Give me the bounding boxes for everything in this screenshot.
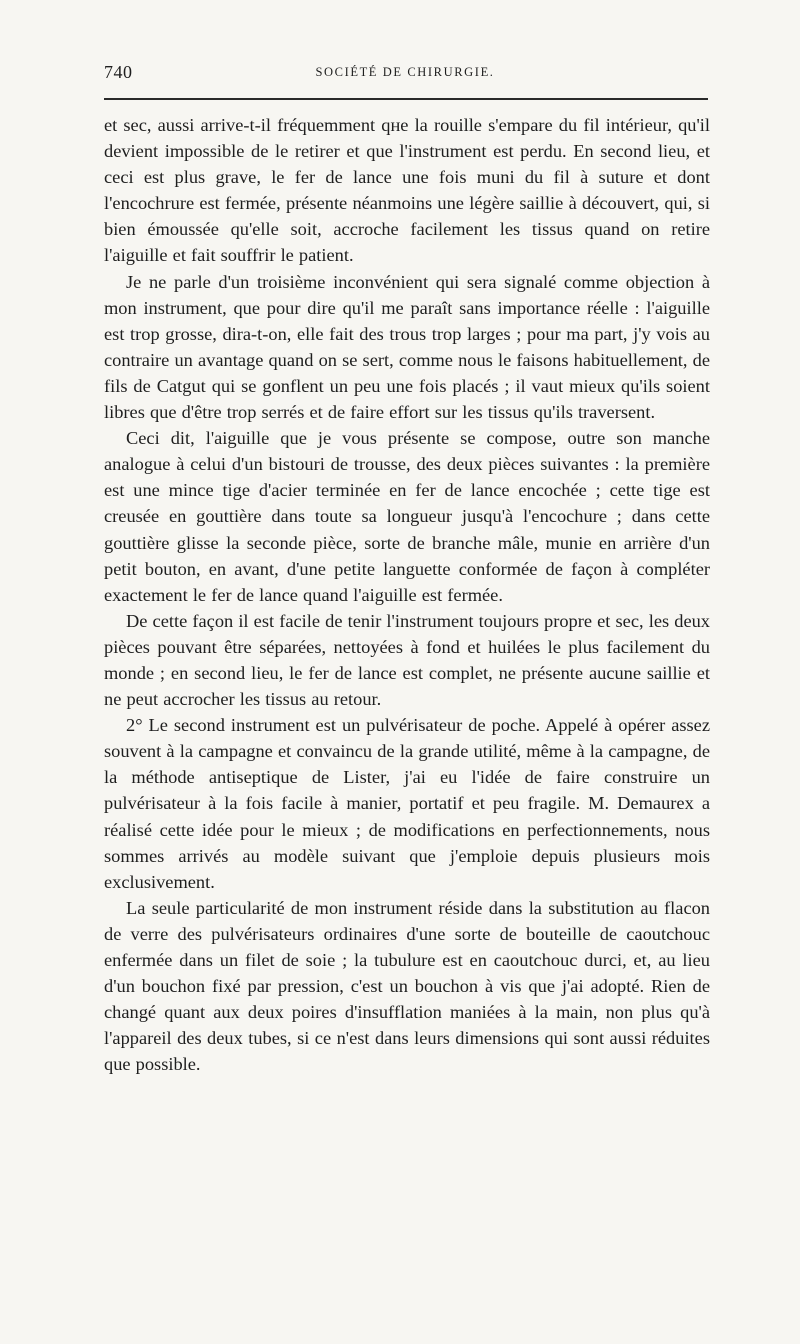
page-number: 740	[104, 62, 133, 82]
paragraph-continuation: et sec, aussi arrive-t-il fréquemment qне la rouille s'empare du fil intérieur, qu'il devient impossible de le retirer et que l'instrument est perdu. En second lieu, et ceci est plus grave, le fer de lance une fois muni du fil à suture et dont l'encochrure est fermée, présente néanmoins une légère saillie à découvert, qui, si bien émoussée qu'elle soit, accroche facilement les tissus quand on retire l'aiguille et fait souffrir le patient.	[104, 115, 710, 266]
paragraph-third-inconvenience: Je ne parle d'un troisième inconvénient qui sera signalé comme objection à mon instrument, que pour dire qu'il me paraît sans importance réelle : l'aiguille est trop grosse, dira-t-on, elle fait des trous trop larges ; pour ma part, j'y vois au contraire un avantage quand on se sert, comme nous le faisons habituellement, de fils de Catgut qui se gonflent un peu une fois placés ; il vaut mieux qu'ils soient libres que d'être trop serrés et de faire effort sur les tissus qu'ils traversent.	[104, 271, 710, 423]
paragraph-particularity: La seule particularité de mon instrument réside dans la substitution au flacon de verre des pulvérisateurs ordinaires d'une sorte de bouteille de caoutchouc enfermée dans un filet de soie ; la tubulure est en caoutchouc durci, et, au lieu d'un bouchon fixé par pression, c'est un bouchon à vis que j'ai adopté. Rien de changé quant aux deux poires d'insufflation maniées à la main, non plus qu'à l'appareil des deux tubes, si ce n'est dans leurs dimensions qui sont aussi réduites que possible.	[104, 897, 710, 1075]
paragraph-needle-description: Ceci dit, l'aiguille que je vous présente se compose, outre son manche analogue à celui d'un bistouri de trousse, des deux pièces suivantes : la première est une mince tige d'acier terminée en fer de lance encochée ; cette tige est creusée en gouttière dans toute sa longueur jusqu'à l'encochure ; dans cette gouttière glisse la seconde pièce, sorte de branche mâle, munie en arrière d'un petit bouton, en avant, d'une petite languette conformée de façon à compléter exactement le fer de lance quand l'aiguille est fermée.	[104, 428, 710, 605]
paragraph-cleaning: De cette façon il est facile de tenir l'instrument toujours propre et sec, les deux pièces pouvant être séparées, nettoyées à fond et huilées le plus facilement du monde ; en second lieu, le fer de lance est complet, ne présente aucune saillie et ne peut accrocher les tissus au retour.	[104, 610, 710, 710]
body-text	[104, 112, 710, 1077]
page-header	[104, 62, 706, 88]
paragraph-second-instrument: 2° Le second instrument est un pulvérisateur de poche. Appelé à opérer assez souvent à la campagne et convaincu de la grande utilité, même à la campagne, de la méthode antiseptique de Lister, j'ai eu l'idée de faire construire un pulvérisateur à la fois facile à manier, portatif et peu fragile. M. Demaurex a réalisé cette idée pour le mieux ; de modifications en perfectionnements, nous sommes arrivés au modèle suivant que j'emploie depuis plusieurs mois exclusivement.	[104, 715, 710, 892]
header-divider	[104, 98, 708, 100]
running-title: SOCIÉTÉ DE CHIRURGIE.	[315, 65, 495, 79]
